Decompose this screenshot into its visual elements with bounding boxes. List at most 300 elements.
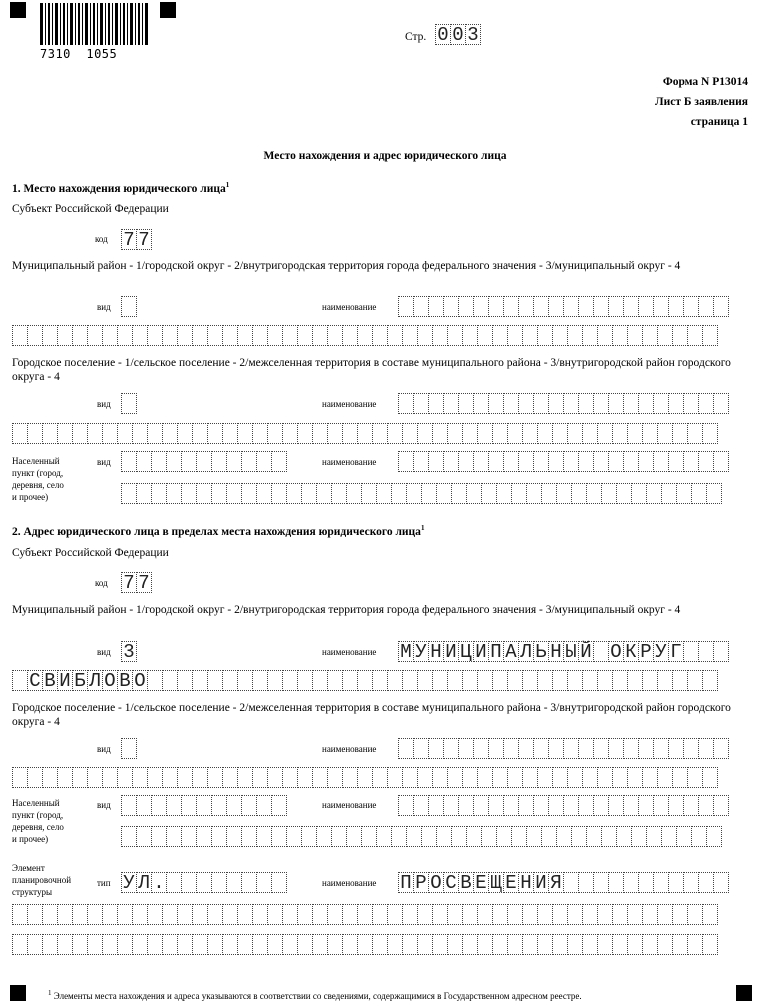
section2-municipal-name-cont-cell[interactable]: О xyxy=(102,670,118,691)
section2-element-name-cont2-cell[interactable] xyxy=(102,934,118,955)
section1-locality-kind-cell[interactable] xyxy=(121,451,137,472)
section2-element-name-cont-cell[interactable] xyxy=(72,904,88,925)
section1-municipal-name-cont-cell[interactable] xyxy=(507,325,523,346)
section2-settlement-name-cont-cell[interactable] xyxy=(132,767,148,788)
section2-element-type-cell[interactable] xyxy=(256,872,272,893)
section2-locality-name-cont-cell[interactable] xyxy=(466,826,482,847)
section2-municipal-name-cont-cell[interactable] xyxy=(252,670,268,691)
section2-locality-name-cell[interactable] xyxy=(518,795,534,816)
section2-settlement-kind-cell[interactable] xyxy=(121,738,137,759)
section2-element-type-cell[interactable] xyxy=(226,872,242,893)
section2-element-type-cell[interactable] xyxy=(181,872,197,893)
section2-element-name-cont-cell[interactable] xyxy=(162,904,178,925)
section2-element-name-cont-cell[interactable] xyxy=(537,904,553,925)
section1-municipal-name-cont-cell[interactable] xyxy=(177,325,193,346)
section2-locality-kind-cell[interactable] xyxy=(166,795,182,816)
section1-settlement-name-cont-cell[interactable] xyxy=(522,423,538,444)
section2-municipal-name-cont-cell[interactable] xyxy=(462,670,478,691)
section2-locality-kind-cell[interactable] xyxy=(256,795,272,816)
section2-municipal-name-cont-cell[interactable]: И xyxy=(57,670,73,691)
section2-locality-name-cell[interactable] xyxy=(668,795,684,816)
section2-settlement-name-cells[interactable] xyxy=(398,738,729,759)
section1-locality-name-cont-cell[interactable] xyxy=(211,483,227,504)
section1-municipal-name-cell[interactable] xyxy=(443,296,459,317)
section2-settlement-name-cont-cell[interactable] xyxy=(567,767,583,788)
section2-locality-name-cont-cell[interactable] xyxy=(196,826,212,847)
section1-settlement-name-cont-cell[interactable] xyxy=(252,423,268,444)
section2-locality-kind-cell[interactable] xyxy=(211,795,227,816)
section2-municipal-name-cont-cell[interactable] xyxy=(282,670,298,691)
section2-settlement-name-cont-cell[interactable] xyxy=(72,767,88,788)
section1-locality-name-cont-cell[interactable] xyxy=(346,483,362,504)
section1-municipal-name-cell[interactable] xyxy=(653,296,669,317)
section1-locality-name-cell[interactable] xyxy=(653,451,669,472)
section1-locality-name-cont-cell[interactable] xyxy=(631,483,647,504)
section1-settlement-name-cont-cell[interactable] xyxy=(612,423,628,444)
section2-element-type-cell[interactable]: У xyxy=(121,872,137,893)
section1-locality-name-cell[interactable] xyxy=(413,451,429,472)
section1-locality-kind-cell[interactable] xyxy=(256,451,272,472)
section2-municipal-name-cont-cell[interactable] xyxy=(297,670,313,691)
section2-municipal-name-cont-cell[interactable] xyxy=(357,670,373,691)
section2-element-name-cont-cell[interactable] xyxy=(147,904,163,925)
section2-element-name-cont2-cell[interactable] xyxy=(327,934,343,955)
section2-element-name-cont-cell[interactable] xyxy=(222,904,238,925)
section1-municipal-name-cont-cell[interactable] xyxy=(702,325,718,346)
section1-municipal-name-cont-cell[interactable] xyxy=(72,325,88,346)
section1-municipal-name-cell[interactable] xyxy=(533,296,549,317)
section1-settlement-name-cell[interactable] xyxy=(668,393,684,414)
section1-locality-name-cont-cell[interactable] xyxy=(571,483,587,504)
section1-locality-name-cont-cell[interactable] xyxy=(706,483,722,504)
section1-municipal-name-cont-cell[interactable] xyxy=(117,325,133,346)
section1-locality-name-cont-cell[interactable] xyxy=(676,483,692,504)
section1-locality-kind-cell[interactable] xyxy=(166,451,182,472)
section2-locality-kind-cell[interactable] xyxy=(226,795,242,816)
section2-settlement-name-cont-cell[interactable] xyxy=(222,767,238,788)
section2-municipal-name-cell[interactable]: П xyxy=(488,641,504,662)
section1-municipal-name-cell[interactable] xyxy=(518,296,534,317)
section1-settlement-name-cont-cell[interactable] xyxy=(507,423,523,444)
section2-settlement-name-cont-cell[interactable] xyxy=(642,767,658,788)
section2-element-name-cont-cell[interactable] xyxy=(627,904,643,925)
section2-element-name-cont-cells[interactable] xyxy=(12,904,718,925)
section1-municipal-kind-cell[interactable] xyxy=(121,296,137,317)
section2-locality-kind-cell[interactable] xyxy=(151,795,167,816)
section2-settlement-name-cont-cell[interactable] xyxy=(27,767,43,788)
section2-settlement-name-cont-cell[interactable] xyxy=(612,767,628,788)
section1-locality-kind-cell[interactable] xyxy=(181,451,197,472)
section2-municipal-name-cont-cell[interactable] xyxy=(267,670,283,691)
section2-element-name-cont2-cell[interactable] xyxy=(267,934,283,955)
section2-locality-name-cont-cell[interactable] xyxy=(691,826,707,847)
section2-settlement-name-cell[interactable] xyxy=(623,738,639,759)
section1-locality-name-cont-cell[interactable] xyxy=(301,483,317,504)
section1-settlement-name-cell[interactable] xyxy=(593,393,609,414)
section1-municipal-name-cell[interactable] xyxy=(668,296,684,317)
section2-municipal-name-cont-cell[interactable] xyxy=(207,670,223,691)
section1-locality-name-cont-cell[interactable] xyxy=(316,483,332,504)
section2-locality-kind-cell[interactable] xyxy=(271,795,287,816)
section1-municipal-name-cont-cell[interactable] xyxy=(432,325,448,346)
section2-element-name-cont-cell[interactable] xyxy=(387,904,403,925)
section2-locality-name-cell[interactable] xyxy=(458,795,474,816)
section2-settlement-name-cont-cell[interactable] xyxy=(507,767,523,788)
section1-locality-name-cont-cell[interactable] xyxy=(661,483,677,504)
section1-municipal-name-cont-cell[interactable] xyxy=(552,325,568,346)
section2-settlement-name-cont-cell[interactable] xyxy=(582,767,598,788)
section2-element-name-cont2-cell[interactable] xyxy=(222,934,238,955)
section2-element-name-cont2-cell[interactable] xyxy=(372,934,388,955)
section2-locality-name-cell[interactable] xyxy=(488,795,504,816)
section1-locality-name-cont-cell[interactable] xyxy=(391,483,407,504)
section2-municipal-name-cell[interactable] xyxy=(713,641,729,662)
section1-municipal-name-cont-cell[interactable] xyxy=(567,325,583,346)
section2-element-name-cont2-cell[interactable] xyxy=(282,934,298,955)
section2-element-name-cont2-cell[interactable] xyxy=(567,934,583,955)
section1-settlement-name-cont-cell[interactable] xyxy=(132,423,148,444)
section1-locality-name-cont-cell[interactable] xyxy=(436,483,452,504)
section2-element-name-cont-cell[interactable] xyxy=(297,904,313,925)
section1-municipal-name-cell[interactable] xyxy=(608,296,624,317)
section1-locality-kind-cell[interactable] xyxy=(241,451,257,472)
section2-element-name-cont2-cell[interactable] xyxy=(252,934,268,955)
section2-element-name-cont-cell[interactable] xyxy=(552,904,568,925)
section2-element-name-cont-cell[interactable] xyxy=(657,904,673,925)
section2-settlement-name-cont-cell[interactable] xyxy=(477,767,493,788)
section1-settlement-name-cont-cell[interactable] xyxy=(372,423,388,444)
section1-locality-name-cont-cells[interactable] xyxy=(121,483,722,504)
section2-settlement-name-cont-cell[interactable] xyxy=(282,767,298,788)
section1-settlement-name-cont-cell[interactable] xyxy=(12,423,28,444)
section2-locality-name-cont-cell[interactable] xyxy=(436,826,452,847)
section2-element-name-cont2-cell[interactable] xyxy=(117,934,133,955)
section2-municipal-name-cell[interactable]: И xyxy=(473,641,489,662)
section1-municipal-name-cont-cell[interactable] xyxy=(522,325,538,346)
section2-element-name-cell[interactable] xyxy=(563,872,579,893)
section2-settlement-name-cont-cell[interactable] xyxy=(177,767,193,788)
section2-settlement-name-cont-cell[interactable] xyxy=(87,767,103,788)
section2-element-name-cell[interactable]: В xyxy=(458,872,474,893)
section2-municipal-name-cont-cell[interactable] xyxy=(162,670,178,691)
section2-municipal-name-cont-cell[interactable]: В xyxy=(117,670,133,691)
section2-element-name-cont-cell[interactable] xyxy=(402,904,418,925)
section1-settlement-name-cont-cell[interactable] xyxy=(402,423,418,444)
section1-municipal-name-cells[interactable] xyxy=(398,296,729,317)
section1-municipal-name-cont-cell[interactable] xyxy=(477,325,493,346)
section2-element-name-cont-cell[interactable] xyxy=(132,904,148,925)
section1-municipal-name-cont-cell[interactable] xyxy=(327,325,343,346)
section2-locality-name-cont-cell[interactable] xyxy=(601,826,617,847)
section2-element-type-cell[interactable] xyxy=(196,872,212,893)
section2-element-name-cont2-cell[interactable] xyxy=(552,934,568,955)
section2-settlement-name-cont-cell[interactable] xyxy=(552,767,568,788)
section1-settlement-name-cell[interactable] xyxy=(608,393,624,414)
section2-element-name-cont-cell[interactable] xyxy=(702,904,718,925)
section2-locality-name-cont-cell[interactable] xyxy=(586,826,602,847)
section1-locality-name-cell[interactable] xyxy=(548,451,564,472)
section2-locality-name-cell[interactable] xyxy=(563,795,579,816)
section1-municipal-name-cell[interactable] xyxy=(638,296,654,317)
section1-locality-name-cont-cell[interactable] xyxy=(271,483,287,504)
section1-municipal-name-cell[interactable] xyxy=(563,296,579,317)
section2-locality-name-cell[interactable] xyxy=(443,795,459,816)
section1-settlement-name-cell[interactable] xyxy=(638,393,654,414)
section1-locality-name-cont-cell[interactable] xyxy=(286,483,302,504)
section2-locality-name-cont-cell[interactable] xyxy=(406,826,422,847)
section1-locality-name-cell[interactable] xyxy=(713,451,729,472)
section1-locality-kind-cell[interactable] xyxy=(136,451,152,472)
section2-settlement-name-cont-cell[interactable] xyxy=(327,767,343,788)
section1-locality-name-cell[interactable] xyxy=(638,451,654,472)
section2-settlement-name-cont-cell[interactable] xyxy=(462,767,478,788)
section1-settlement-name-cont-cell[interactable] xyxy=(177,423,193,444)
section2-municipal-name-cell[interactable]: У xyxy=(413,641,429,662)
section2-element-name-cell[interactable] xyxy=(713,872,729,893)
section2-municipal-name-cont-cell[interactable] xyxy=(312,670,328,691)
section2-element-name-cell[interactable] xyxy=(653,872,669,893)
section1-settlement-name-cell[interactable] xyxy=(473,393,489,414)
section2-settlement-name-cont-cell[interactable] xyxy=(522,767,538,788)
section1-municipal-kind-cells[interactable] xyxy=(121,296,137,317)
section1-municipal-name-cont-cell[interactable] xyxy=(657,325,673,346)
section2-municipal-name-cont-cell[interactable] xyxy=(552,670,568,691)
section2-element-name-cell[interactable]: Щ xyxy=(488,872,504,893)
section2-locality-name-cell[interactable] xyxy=(398,795,414,816)
section2-settlement-name-cell[interactable] xyxy=(518,738,534,759)
section2-locality-name-cont-cell[interactable] xyxy=(121,826,137,847)
section1-municipal-name-cont-cell[interactable] xyxy=(417,325,433,346)
section2-element-name-cont-cell[interactable] xyxy=(327,904,343,925)
section2-settlement-name-cont-cell[interactable] xyxy=(102,767,118,788)
section1-settlement-name-cell[interactable] xyxy=(533,393,549,414)
section1-settlement-name-cell[interactable] xyxy=(503,393,519,414)
section1-locality-name-cont-cell[interactable] xyxy=(136,483,152,504)
section1-municipal-name-cell[interactable] xyxy=(713,296,729,317)
section2-municipal-kind-cells[interactable] xyxy=(121,641,137,662)
section2-locality-name-cell[interactable] xyxy=(713,795,729,816)
section1-locality-name-cont-cell[interactable] xyxy=(121,483,137,504)
section2-element-name-cont-cell[interactable] xyxy=(192,904,208,925)
section2-settlement-name-cont-cell[interactable] xyxy=(147,767,163,788)
section2-municipal-name-cont-cell[interactable]: С xyxy=(27,670,43,691)
section1-settlement-name-cont-cell[interactable] xyxy=(147,423,163,444)
section2-element-name-cell[interactable]: Е xyxy=(503,872,519,893)
section1-locality-name-cont-cell[interactable] xyxy=(421,483,437,504)
section2-locality-name-cont-cell[interactable] xyxy=(181,826,197,847)
section1-settlement-name-cont-cell[interactable] xyxy=(297,423,313,444)
section2-settlement-kind-cells[interactable] xyxy=(121,738,137,759)
section1-municipal-name-cont-cell[interactable] xyxy=(492,325,508,346)
section2-locality-name-cont-cell[interactable] xyxy=(421,826,437,847)
section2-element-name-cell[interactable] xyxy=(698,872,714,893)
section2-municipal-name-cont-cell[interactable] xyxy=(642,670,658,691)
section1-locality-name-cell[interactable] xyxy=(668,451,684,472)
section2-element-name-cont2-cell[interactable] xyxy=(522,934,538,955)
section2-settlement-name-cell[interactable] xyxy=(548,738,564,759)
section2-locality-name-cell[interactable] xyxy=(623,795,639,816)
section2-element-name-cont2-cell[interactable] xyxy=(447,934,463,955)
section2-municipal-name-cells[interactable] xyxy=(398,641,729,662)
section1-locality-name-cont-cell[interactable] xyxy=(376,483,392,504)
section2-municipal-name-cell[interactable]: Р xyxy=(638,641,654,662)
section2-municipal-name-cell[interactable]: М xyxy=(398,641,414,662)
section1-locality-name-cells[interactable] xyxy=(398,451,729,472)
section2-element-name-cont2-cell[interactable] xyxy=(432,934,448,955)
section2-element-name-cont2-cell[interactable] xyxy=(642,934,658,955)
section1-municipal-name-cell[interactable] xyxy=(698,296,714,317)
section2-element-type-cell[interactable] xyxy=(241,872,257,893)
section1-municipal-name-cont-cell[interactable] xyxy=(642,325,658,346)
section2-element-name-cont-cell[interactable] xyxy=(102,904,118,925)
section1-municipal-name-cell[interactable] xyxy=(578,296,594,317)
section1-locality-name-cont-cell[interactable] xyxy=(556,483,572,504)
section2-element-name-cont-cell[interactable] xyxy=(432,904,448,925)
section1-municipal-name-cell[interactable] xyxy=(488,296,504,317)
section2-locality-name-cell[interactable] xyxy=(638,795,654,816)
section1-settlement-name-cont-cell[interactable] xyxy=(57,423,73,444)
section2-municipal-kind-cell[interactable]: 3 xyxy=(121,641,137,662)
section2-locality-name-cont-cell[interactable] xyxy=(226,826,242,847)
section2-locality-name-cont-cell[interactable] xyxy=(556,826,572,847)
section2-settlement-name-cont-cell[interactable] xyxy=(672,767,688,788)
section2-element-name-cont-cell[interactable] xyxy=(417,904,433,925)
section1-settlement-name-cell[interactable] xyxy=(623,393,639,414)
section1-settlement-name-cont-cell[interactable] xyxy=(27,423,43,444)
section2-settlement-name-cont-cell[interactable] xyxy=(312,767,328,788)
section1-municipal-name-cont-cell[interactable] xyxy=(687,325,703,346)
section1-settlement-name-cont-cell[interactable] xyxy=(102,423,118,444)
section2-element-name-cont2-cell[interactable] xyxy=(597,934,613,955)
section2-element-name-cont-cell[interactable] xyxy=(12,904,28,925)
section2-locality-name-cont-cell[interactable] xyxy=(331,826,347,847)
section2-element-name-cont2-cell[interactable] xyxy=(57,934,73,955)
section2-element-name-cont-cell[interactable] xyxy=(522,904,538,925)
section2-element-name-cont-cell[interactable] xyxy=(612,904,628,925)
section2-element-name-cont-cell[interactable] xyxy=(42,904,58,925)
section1-settlement-name-cont-cell[interactable] xyxy=(462,423,478,444)
section2-locality-name-cell[interactable] xyxy=(653,795,669,816)
section1-municipal-name-cont-cell[interactable] xyxy=(252,325,268,346)
section1-settlement-name-cont-cell[interactable] xyxy=(687,423,703,444)
section2-locality-name-cell[interactable] xyxy=(533,795,549,816)
section1-settlement-name-cell[interactable] xyxy=(698,393,714,414)
section2-settlement-name-cont-cell[interactable] xyxy=(207,767,223,788)
section2-municipal-name-cont-cell[interactable] xyxy=(567,670,583,691)
section1-settlement-name-cont-cell[interactable] xyxy=(282,423,298,444)
section2-element-type-cell[interactable]: Л xyxy=(136,872,152,893)
section1-municipal-name-cont-cell[interactable] xyxy=(222,325,238,346)
section1-settlement-name-cell[interactable] xyxy=(653,393,669,414)
section1-settlement-name-cell[interactable] xyxy=(443,393,459,414)
section2-locality-name-cont-cell[interactable] xyxy=(271,826,287,847)
section2-municipal-name-cell[interactable]: Ы xyxy=(563,641,579,662)
section2-locality-kind-cell[interactable] xyxy=(181,795,197,816)
section1-settlement-name-cont-cell[interactable] xyxy=(42,423,58,444)
section2-settlement-name-cont-cell[interactable] xyxy=(387,767,403,788)
section1-municipal-name-cont-cell[interactable] xyxy=(42,325,58,346)
section2-locality-name-cont-cell[interactable] xyxy=(661,826,677,847)
section2-locality-name-cont-cell[interactable] xyxy=(286,826,302,847)
section2-settlement-name-cell[interactable] xyxy=(503,738,519,759)
section2-settlement-name-cell[interactable] xyxy=(443,738,459,759)
section1-settlement-name-cont-cell[interactable] xyxy=(312,423,328,444)
section2-element-name-cell[interactable] xyxy=(623,872,639,893)
section2-element-name-cont-cell[interactable] xyxy=(312,904,328,925)
section2-element-name-cont2-cell[interactable] xyxy=(687,934,703,955)
section2-element-name-cell[interactable]: С xyxy=(443,872,459,893)
section2-municipal-name-cont-cell[interactable] xyxy=(477,670,493,691)
section1-settlement-name-cont-cell[interactable] xyxy=(657,423,673,444)
section2-municipal-name-cell[interactable] xyxy=(698,641,714,662)
section2-settlement-name-cont-cell[interactable] xyxy=(372,767,388,788)
section1-locality-name-cont-cell[interactable] xyxy=(181,483,197,504)
section2-element-name-cont2-cell[interactable] xyxy=(297,934,313,955)
section2-municipal-name-cont-cell[interactable] xyxy=(702,670,718,691)
section1-settlement-name-cont-cell[interactable] xyxy=(207,423,223,444)
section2-locality-kind-cell[interactable] xyxy=(241,795,257,816)
section2-municipal-name-cont-cell[interactable] xyxy=(447,670,463,691)
section2-element-name-cell[interactable]: Я xyxy=(548,872,564,893)
section2-locality-name-cont-cell[interactable] xyxy=(151,826,167,847)
section1-settlement-name-cont-cell[interactable] xyxy=(642,423,658,444)
section1-locality-name-cont-cell[interactable] xyxy=(331,483,347,504)
section2-municipal-name-cont-cell[interactable] xyxy=(177,670,193,691)
section2-element-name-cont-cell[interactable] xyxy=(57,904,73,925)
section1-locality-name-cont-cell[interactable] xyxy=(586,483,602,504)
section1-settlement-name-cont-cell[interactable] xyxy=(702,423,718,444)
section1-settlement-name-cont-cell[interactable] xyxy=(567,423,583,444)
section2-element-name-cont-cell[interactable] xyxy=(567,904,583,925)
section2-element-type-cell[interactable] xyxy=(166,872,182,893)
section2-element-name-cont2-cell[interactable] xyxy=(462,934,478,955)
section2-settlement-name-cont-cell[interactable] xyxy=(687,767,703,788)
section2-element-name-cont-cell[interactable] xyxy=(597,904,613,925)
section1-settlement-name-cont-cell[interactable] xyxy=(447,423,463,444)
section2-municipal-name-cell[interactable] xyxy=(683,641,699,662)
section2-locality-name-cell[interactable] xyxy=(473,795,489,816)
section1-municipal-name-cont-cell[interactable] xyxy=(192,325,208,346)
section1-locality-name-cont-cell[interactable] xyxy=(256,483,272,504)
section1-settlement-name-cont-cell[interactable] xyxy=(552,423,568,444)
section2-municipal-name-cont-cell[interactable] xyxy=(432,670,448,691)
section1-locality-kind-cell[interactable] xyxy=(196,451,212,472)
section2-element-name-cont-cell[interactable] xyxy=(237,904,253,925)
section2-settlement-name-cont-cell[interactable] xyxy=(192,767,208,788)
section1-locality-kind-cell[interactable] xyxy=(151,451,167,472)
section2-settlement-name-cont-cell[interactable] xyxy=(117,767,133,788)
section2-element-name-cells[interactable] xyxy=(398,872,729,893)
section2-element-name-cont-cell[interactable] xyxy=(207,904,223,925)
section1-locality-name-cont-cell[interactable] xyxy=(241,483,257,504)
section2-municipal-name-cont-cell[interactable] xyxy=(687,670,703,691)
section2-element-name-cont-cell[interactable] xyxy=(357,904,373,925)
section1-municipal-name-cell[interactable] xyxy=(413,296,429,317)
section1-settlement-name-cont-cell[interactable] xyxy=(327,423,343,444)
section2-settlement-name-cell[interactable] xyxy=(473,738,489,759)
section2-municipal-name-cont-cell[interactable] xyxy=(537,670,553,691)
section2-municipal-name-cell[interactable]: Н xyxy=(548,641,564,662)
section1-municipal-name-cont-cell[interactable] xyxy=(597,325,613,346)
section2-element-name-cont2-cell[interactable] xyxy=(162,934,178,955)
section2-settlement-name-cont-cell[interactable] xyxy=(357,767,373,788)
section1-municipal-name-cont-cell[interactable] xyxy=(87,325,103,346)
section2-element-name-cell[interactable] xyxy=(593,872,609,893)
section1-settlement-name-cont-cell[interactable] xyxy=(87,423,103,444)
section1-locality-name-cell[interactable] xyxy=(578,451,594,472)
section2-settlement-name-cont-cell[interactable] xyxy=(57,767,73,788)
section1-settlement-name-cell[interactable] xyxy=(413,393,429,414)
